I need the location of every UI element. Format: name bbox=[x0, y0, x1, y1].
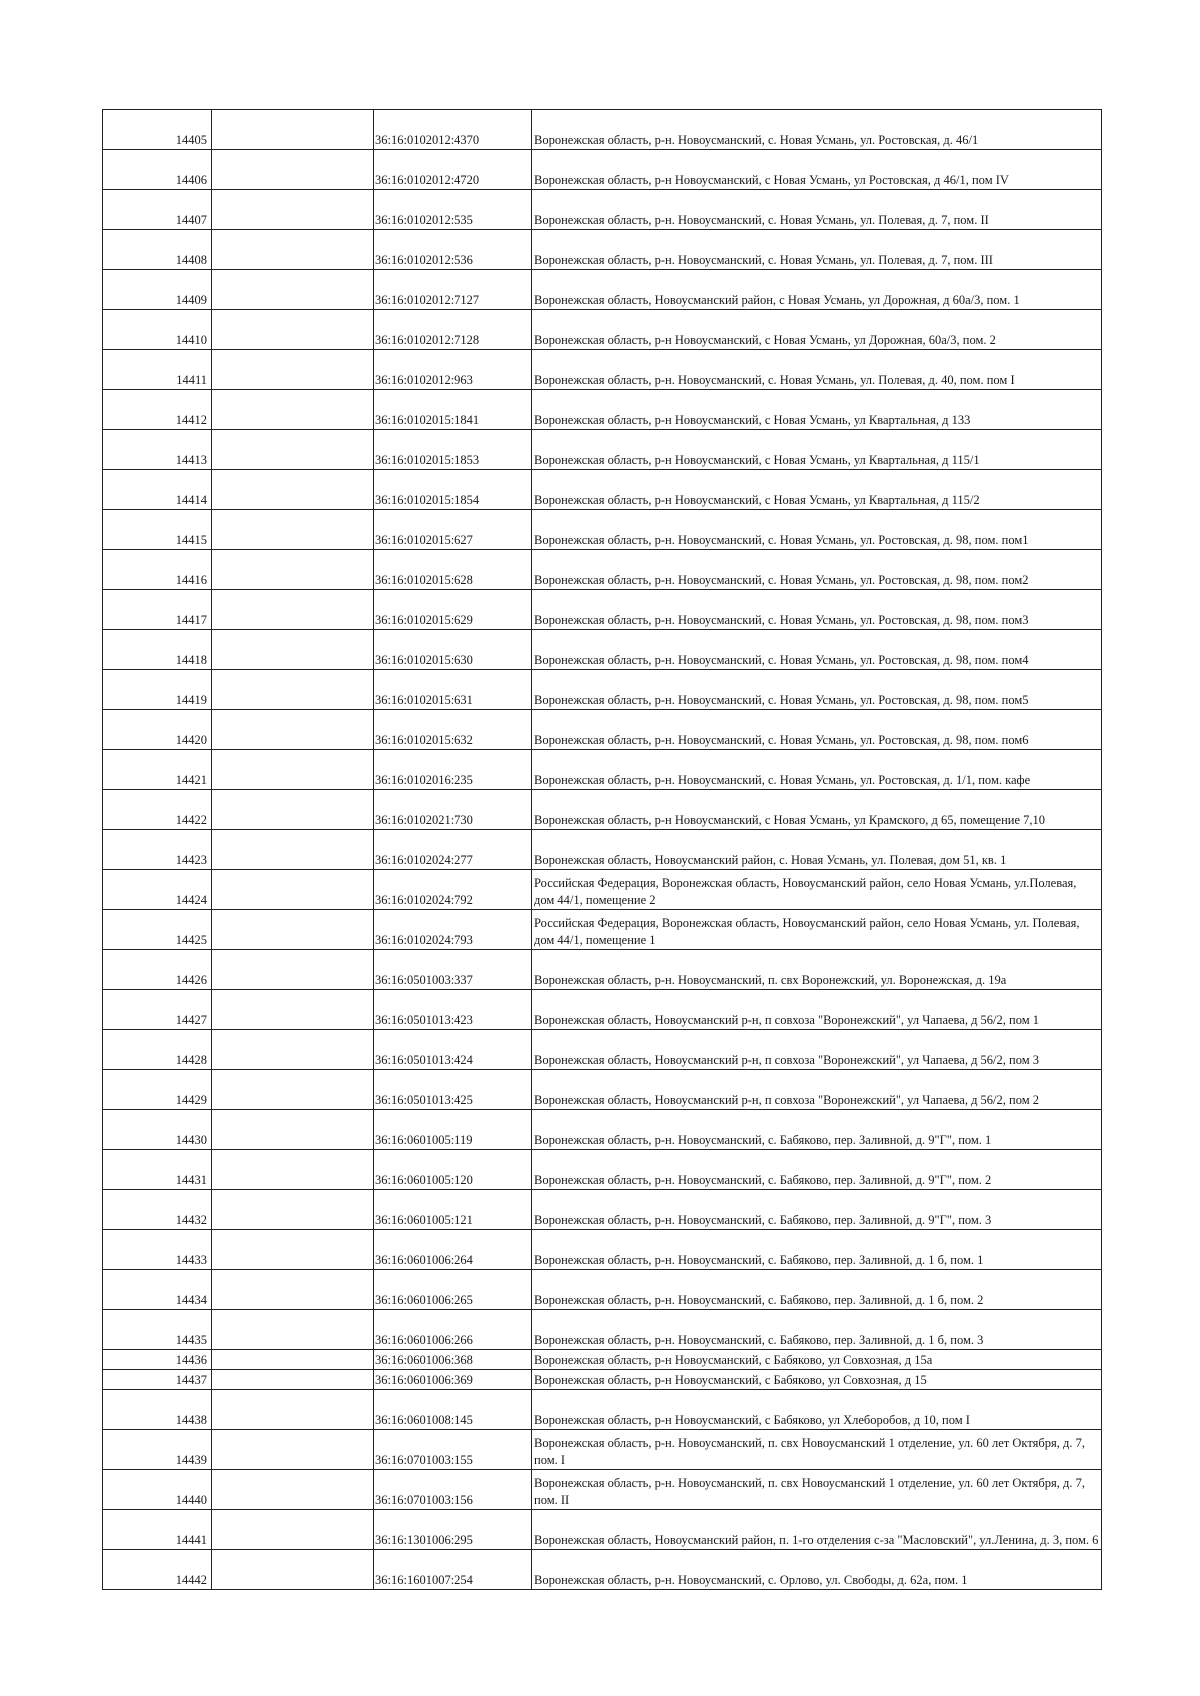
table-row bbox=[103, 1350, 1102, 1370]
cadastral-number-cell: 36:16:0102015:1841 bbox=[374, 390, 532, 430]
table-row bbox=[103, 270, 1102, 310]
empty-cell bbox=[212, 1310, 374, 1350]
table-row bbox=[103, 1310, 1102, 1350]
cadastral-number-cell: 36:16:0601006:265 bbox=[374, 1270, 532, 1310]
table-row bbox=[103, 150, 1102, 190]
table-row bbox=[103, 550, 1102, 590]
table-row bbox=[103, 630, 1102, 670]
cadastral-number-cell: 36:16:0701003:156 bbox=[374, 1470, 532, 1510]
cadastral-number-cell: 36:16:0102024:277 bbox=[374, 830, 532, 870]
cadastral-number-cell: 36:16:0102015:629 bbox=[374, 590, 532, 630]
cadastral-number-cell: 36:16:0601005:119 bbox=[374, 1110, 532, 1150]
empty-cell bbox=[212, 830, 374, 870]
address-cell: Воронежская область, р-н. Новоусманский, с. Бабяково, пер. Заливной, д. 1 б, пом. 2 bbox=[532, 1270, 1102, 1310]
table-row bbox=[103, 790, 1102, 830]
table-row bbox=[103, 870, 1102, 910]
empty-cell bbox=[212, 510, 374, 550]
address-cell: Воронежская область, р-н. Новоусманский, п. свх Воронежский, ул. Воронежская, д. 19а bbox=[532, 950, 1102, 990]
empty-cell bbox=[212, 1070, 374, 1110]
registry-table bbox=[102, 109, 1102, 1590]
cadastral-number-cell: 36:16:0501003:337 bbox=[374, 950, 532, 990]
row-number-cell: 14440 bbox=[103, 1470, 212, 1510]
cadastral-number-cell: 36:16:0102021:730 bbox=[374, 790, 532, 830]
address-cell: Воронежская область, Новоусманский р-н, п совхоза "Воронежский", ул Чапаева, д 56/2, пом 1 bbox=[532, 990, 1102, 1030]
address-cell: Воронежская область, р-н. Новоусманский, с. Новая Усмань, ул. Ростовская, д. 98, пом. пом6 bbox=[532, 710, 1102, 750]
table-row bbox=[103, 1230, 1102, 1270]
address-cell: Воронежская область, р-н. Новоусманский, с. Новая Усмань, ул. Ростовская, д. 46/1 bbox=[532, 110, 1102, 150]
cadastral-number-cell: 36:16:0102012:7127 bbox=[374, 270, 532, 310]
cadastral-number-cell: 36:16:1601007:254 bbox=[374, 1550, 532, 1590]
cadastral-number-cell: 36:16:0102012:963 bbox=[374, 350, 532, 390]
empty-cell bbox=[212, 910, 374, 950]
table-row bbox=[103, 430, 1102, 470]
empty-cell bbox=[212, 470, 374, 510]
cadastral-number-cell: 36:16:1301006:295 bbox=[374, 1510, 532, 1550]
table-row bbox=[103, 1550, 1102, 1590]
row-number-cell: 14417 bbox=[103, 590, 212, 630]
address-cell: Воронежская область, р-н. Новоусманский, п. свх Новоусманский 1 отделение, ул. 60 лет Октября, д. 7, пом. II bbox=[532, 1470, 1102, 1510]
table-row bbox=[103, 1070, 1102, 1110]
table-row bbox=[103, 110, 1102, 150]
empty-cell bbox=[212, 1430, 374, 1470]
table-row bbox=[103, 510, 1102, 550]
address-cell: Воронежская область, р-н Новоусманский, с Бабяково, ул Хлеборобов, д 10, пом I bbox=[532, 1390, 1102, 1430]
cadastral-number-cell: 36:16:0102016:235 bbox=[374, 750, 532, 790]
cadastral-number-cell: 36:16:0102015:630 bbox=[374, 630, 532, 670]
cadastral-number-cell: 36:16:0501013:425 bbox=[374, 1070, 532, 1110]
empty-cell bbox=[212, 590, 374, 630]
cadastral-number-cell: 36:16:0102012:7128 bbox=[374, 310, 532, 350]
table-row bbox=[103, 710, 1102, 750]
cadastral-number-cell: 36:16:0102012:4370 bbox=[374, 110, 532, 150]
cadastral-number-cell: 36:16:0102015:1853 bbox=[374, 430, 532, 470]
row-number-cell: 14435 bbox=[103, 1310, 212, 1350]
table-row bbox=[103, 670, 1102, 710]
cadastral-number-cell: 36:16:0601006:369 bbox=[374, 1370, 532, 1390]
table-row bbox=[103, 1190, 1102, 1230]
empty-cell bbox=[212, 1370, 374, 1390]
table-row bbox=[103, 1270, 1102, 1310]
table-row bbox=[103, 350, 1102, 390]
cadastral-number-cell: 36:16:0102015:627 bbox=[374, 510, 532, 550]
address-cell: Воронежская область, р-н. Новоусманский, с. Бабяково, пер. Заливной, д. 1 б, пом. 3 bbox=[532, 1310, 1102, 1350]
row-number-cell: 14421 bbox=[103, 750, 212, 790]
empty-cell bbox=[212, 1230, 374, 1270]
row-number-cell: 14406 bbox=[103, 150, 212, 190]
table-row bbox=[103, 1510, 1102, 1550]
address-cell: Воронежская область, р-н. Новоусманский, с. Новая Усмань, ул. Полевая, д. 7, пом. III bbox=[532, 230, 1102, 270]
address-cell: Воронежская область, р-н Новоусманский, с Новая Усмань, ул Квартальная, д 115/1 bbox=[532, 430, 1102, 470]
address-cell: Воронежская область, Новоусманский район, п. 1-го отделения с-за "Масловский", ул.Ленина, д. 3, пом. 6 bbox=[532, 1510, 1102, 1550]
cadastral-number-cell: 36:16:0601006:266 bbox=[374, 1310, 532, 1350]
row-number-cell: 14409 bbox=[103, 270, 212, 310]
empty-cell bbox=[212, 710, 374, 750]
table-row bbox=[103, 990, 1102, 1030]
row-number-cell: 14423 bbox=[103, 830, 212, 870]
row-number-cell: 14429 bbox=[103, 1070, 212, 1110]
row-number-cell: 14422 bbox=[103, 790, 212, 830]
cadastral-number-cell: 36:16:0102024:793 bbox=[374, 910, 532, 950]
empty-cell bbox=[212, 110, 374, 150]
row-number-cell: 14413 bbox=[103, 430, 212, 470]
row-number-cell: 14434 bbox=[103, 1270, 212, 1310]
cadastral-number-cell: 36:16:0601005:120 bbox=[374, 1150, 532, 1190]
row-number-cell: 14437 bbox=[103, 1370, 212, 1390]
address-cell: Воронежская область, р-н Новоусманский, с Новая Усмань, ул Квартальная, д 133 bbox=[532, 390, 1102, 430]
table-row bbox=[103, 230, 1102, 270]
row-number-cell: 14416 bbox=[103, 550, 212, 590]
address-cell: Воронежская область, р-н. Новоусманский, с. Новая Усмань, ул. Ростовская, д. 98, пом. пом3 bbox=[532, 590, 1102, 630]
row-number-cell: 14428 bbox=[103, 1030, 212, 1070]
address-cell: Воронежская область, р-н. Новоусманский, с. Новая Усмань, ул. Ростовская, д. 98, пом. пом2 bbox=[532, 550, 1102, 590]
empty-cell bbox=[212, 310, 374, 350]
address-cell: Воронежская область, р-н Новоусманский, с Бабяково, ул Совхозная, д 15а bbox=[532, 1350, 1102, 1370]
address-cell: Воронежская область, р-н Новоусманский, с Новая Усмань, ул Ростовская, д 46/1, пом IV bbox=[532, 150, 1102, 190]
empty-cell bbox=[212, 150, 374, 190]
row-number-cell: 14442 bbox=[103, 1550, 212, 1590]
address-cell: Воронежская область, р-н Новоусманский, с Бабяково, ул Совхозная, д 15 bbox=[532, 1370, 1102, 1390]
cadastral-number-cell: 36:16:0601006:264 bbox=[374, 1230, 532, 1270]
address-cell: Воронежская область, р-н Новоусманский, с Новая Усмань, ул Крамского, д 65, помещение 7,10 bbox=[532, 790, 1102, 830]
row-number-cell: 14419 bbox=[103, 670, 212, 710]
empty-cell bbox=[212, 1030, 374, 1070]
empty-cell bbox=[212, 430, 374, 470]
row-number-cell: 14432 bbox=[103, 1190, 212, 1230]
cadastral-number-cell: 36:16:0102015:628 bbox=[374, 550, 532, 590]
empty-cell bbox=[212, 1150, 374, 1190]
address-cell: Воронежская область, р-н. Новоусманский, с. Бабяково, пер. Заливной, д. 9"Г", пом. 1 bbox=[532, 1110, 1102, 1150]
address-cell: Воронежская область, р-н. Новоусманский, с. Новая Усмань, ул. Ростовская, д. 1/1, пом. кафе bbox=[532, 750, 1102, 790]
empty-cell bbox=[212, 550, 374, 590]
empty-cell bbox=[212, 1510, 374, 1550]
address-cell: Воронежская область, Новоусманский р-н, п совхоза "Воронежский", ул Чапаева, д 56/2, пом 3 bbox=[532, 1030, 1102, 1070]
table-row bbox=[103, 950, 1102, 990]
empty-cell bbox=[212, 870, 374, 910]
cadastral-number-cell: 36:16:0102015:631 bbox=[374, 670, 532, 710]
empty-cell bbox=[212, 790, 374, 830]
empty-cell bbox=[212, 1350, 374, 1370]
address-cell: Воронежская область, р-н. Новоусманский, с. Бабяково, пер. Заливной, д. 9"Г", пом. 3 bbox=[532, 1190, 1102, 1230]
empty-cell bbox=[212, 1190, 374, 1230]
table-row bbox=[103, 1430, 1102, 1470]
address-cell: Воронежская область, Новоусманский район, с Новая Усмань, ул Дорожная, д 60а/3, пом. 1 bbox=[532, 270, 1102, 310]
table-row bbox=[103, 1110, 1102, 1150]
row-number-cell: 14405 bbox=[103, 110, 212, 150]
empty-cell bbox=[212, 350, 374, 390]
table-row bbox=[103, 1370, 1102, 1390]
table-row bbox=[103, 1470, 1102, 1510]
empty-cell bbox=[212, 1390, 374, 1430]
row-number-cell: 14431 bbox=[103, 1150, 212, 1190]
address-cell: Российская Федерация, Воронежская область, Новоусманский район, село Новая Усмань, ул. Полевая, дом 44/1, помещение 1 bbox=[532, 910, 1102, 950]
row-number-cell: 14441 bbox=[103, 1510, 212, 1550]
row-number-cell: 14430 bbox=[103, 1110, 212, 1150]
registry-body bbox=[103, 110, 1102, 1590]
row-number-cell: 14414 bbox=[103, 470, 212, 510]
table-row bbox=[103, 1390, 1102, 1430]
row-number-cell: 14418 bbox=[103, 630, 212, 670]
empty-cell bbox=[212, 390, 374, 430]
empty-cell bbox=[212, 750, 374, 790]
table-row bbox=[103, 1030, 1102, 1070]
row-number-cell: 14439 bbox=[103, 1430, 212, 1470]
cadastral-number-cell: 36:16:0102015:1854 bbox=[374, 470, 532, 510]
address-cell: Воронежская область, р-н. Новоусманский, с. Бабяково, пер. Заливной, д. 1 б, пом. 1 bbox=[532, 1230, 1102, 1270]
cadastral-number-cell: 36:16:0102012:535 bbox=[374, 190, 532, 230]
address-cell: Воронежская область, р-н. Новоусманский, п. свх Новоусманский 1 отделение, ул. 60 лет Октября, д. 7, пом. I bbox=[532, 1430, 1102, 1470]
table-row bbox=[103, 1150, 1102, 1190]
table-row bbox=[103, 190, 1102, 230]
empty-cell bbox=[212, 1110, 374, 1150]
row-number-cell: 14425 bbox=[103, 910, 212, 950]
row-number-cell: 14424 bbox=[103, 870, 212, 910]
table-row bbox=[103, 590, 1102, 630]
row-number-cell: 14427 bbox=[103, 990, 212, 1030]
row-number-cell: 14433 bbox=[103, 1230, 212, 1270]
table-row bbox=[103, 750, 1102, 790]
empty-cell bbox=[212, 950, 374, 990]
cadastral-number-cell: 36:16:0102012:4720 bbox=[374, 150, 532, 190]
row-number-cell: 14410 bbox=[103, 310, 212, 350]
cadastral-number-cell: 36:16:0501013:423 bbox=[374, 990, 532, 1030]
address-cell: Воронежская область, Новоусманский р-н, п совхоза "Воронежский", ул Чапаева, д 56/2, пом 2 bbox=[532, 1070, 1102, 1110]
address-cell: Воронежская область, р-н. Новоусманский, с. Бабяково, пер. Заливной, д. 9"Г", пом. 2 bbox=[532, 1150, 1102, 1190]
empty-cell bbox=[212, 270, 374, 310]
table-row bbox=[103, 310, 1102, 350]
table-row bbox=[103, 390, 1102, 430]
empty-cell bbox=[212, 1550, 374, 1590]
empty-cell bbox=[212, 670, 374, 710]
cadastral-number-cell: 36:16:0102024:792 bbox=[374, 870, 532, 910]
address-cell: Воронежская область, р-н Новоусманский, с Новая Усмань, ул Квартальная, д 115/2 bbox=[532, 470, 1102, 510]
empty-cell bbox=[212, 190, 374, 230]
address-cell: Воронежская область, р-н. Новоусманский, с. Новая Усмань, ул. Ростовская, д. 98, пом. пом1 bbox=[532, 510, 1102, 550]
address-cell: Воронежская область, р-н. Новоусманский, с. Новая Усмань, ул. Полевая, д. 40, пом. пом I bbox=[532, 350, 1102, 390]
table-row bbox=[103, 830, 1102, 870]
address-cell: Воронежская область, р-н. Новоусманский, с. Новая Усмань, ул. Ростовская, д. 98, пом. пом4 bbox=[532, 630, 1102, 670]
row-number-cell: 14420 bbox=[103, 710, 212, 750]
table-row bbox=[103, 910, 1102, 950]
address-cell: Российская Федерация, Воронежская область, Новоусманский район, село Новая Усмань, ул.Полевая, дом 44/1, помещение 2 bbox=[532, 870, 1102, 910]
table-row bbox=[103, 470, 1102, 510]
row-number-cell: 14426 bbox=[103, 950, 212, 990]
cadastral-number-cell: 36:16:0501013:424 bbox=[374, 1030, 532, 1070]
address-cell: Воронежская область, р-н. Новоусманский, с. Новая Усмань, ул. Полевая, д. 7, пом. II bbox=[532, 190, 1102, 230]
cadastral-number-cell: 36:16:0601005:121 bbox=[374, 1190, 532, 1230]
empty-cell bbox=[212, 230, 374, 270]
row-number-cell: 14415 bbox=[103, 510, 212, 550]
cadastral-number-cell: 36:16:0601006:368 bbox=[374, 1350, 532, 1370]
row-number-cell: 14411 bbox=[103, 350, 212, 390]
cadastral-number-cell: 36:16:0601008:145 bbox=[374, 1390, 532, 1430]
empty-cell bbox=[212, 630, 374, 670]
row-number-cell: 14436 bbox=[103, 1350, 212, 1370]
cadastral-number-cell: 36:16:0701003:155 bbox=[374, 1430, 532, 1470]
address-cell: Воронежская область, Новоусманский район, с. Новая Усмань, ул. Полевая, дом 51, кв. 1 bbox=[532, 830, 1102, 870]
empty-cell bbox=[212, 1470, 374, 1510]
cadastral-number-cell: 36:16:0102012:536 bbox=[374, 230, 532, 270]
address-cell: Воронежская область, р-н. Новоусманский, с. Новая Усмань, ул. Ростовская, д. 98, пом. пом5 bbox=[532, 670, 1102, 710]
row-number-cell: 14438 bbox=[103, 1390, 212, 1430]
address-cell: Воронежская область, р-н. Новоусманский, с. Орлово, ул. Свободы, д. 62а, пом. 1 bbox=[532, 1550, 1102, 1590]
empty-cell bbox=[212, 990, 374, 1030]
empty-cell bbox=[212, 1270, 374, 1310]
row-number-cell: 14412 bbox=[103, 390, 212, 430]
row-number-cell: 14408 bbox=[103, 230, 212, 270]
cadastral-number-cell: 36:16:0102015:632 bbox=[374, 710, 532, 750]
row-number-cell: 14407 bbox=[103, 190, 212, 230]
address-cell: Воронежская область, р-н Новоусманский, с Новая Усмань, ул Дорожная, 60а/3, пом. 2 bbox=[532, 310, 1102, 350]
